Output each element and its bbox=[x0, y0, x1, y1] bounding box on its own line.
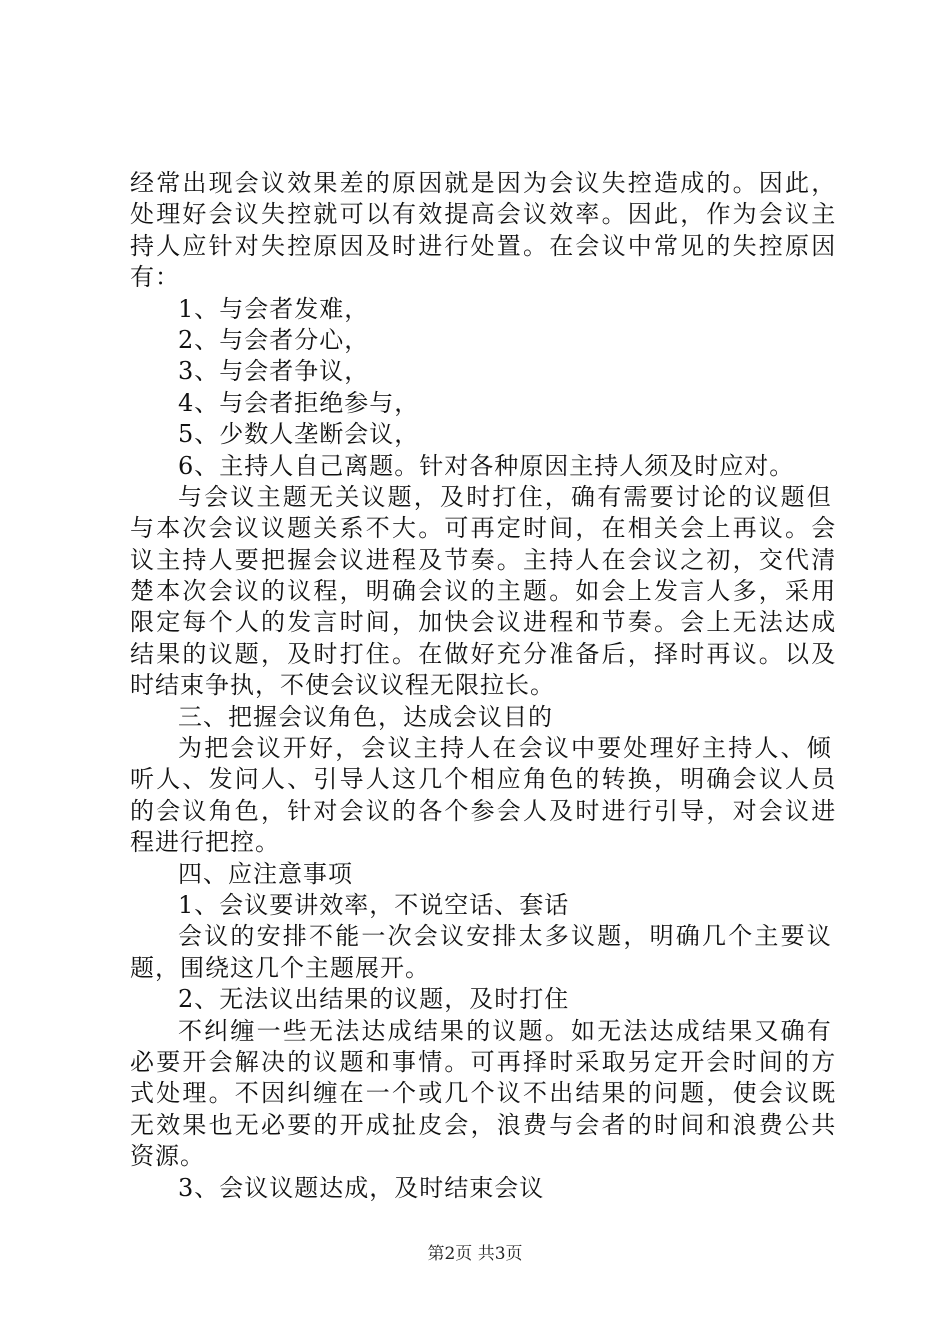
paragraph-line: 持人应针对失控原因及时进行处置。在会议中常见的失控原因 bbox=[130, 231, 838, 260]
section-heading: 四、应注意事项 bbox=[178, 859, 353, 888]
paragraph-line: 限定每个人的发言时间，加快会议进程和节奏。会上无法达成 bbox=[130, 608, 838, 637]
subsection-heading: 2、无法议出结果的议题，及时打住 bbox=[178, 985, 570, 1014]
paragraph-line: 时结束争执，不使会议议程无限拉长。 bbox=[130, 671, 555, 700]
paragraph-line: 结果的议题，及时打住。在做好充分准备后，择时再议。以及 bbox=[130, 639, 838, 668]
list-item: 1、与会者发难， bbox=[178, 294, 370, 323]
list-item: 3、与会者争议， bbox=[178, 357, 370, 386]
paragraph-line: 与本次会议议题关系不大。可再定时间，在相关会上再议。会 bbox=[130, 514, 838, 543]
paragraph-line: 议主持人要把握会议进程及节奏。主持人在会议之初，交代清 bbox=[130, 545, 838, 574]
subsection-heading: 3、会议议题达成，及时结束会议 bbox=[178, 1173, 545, 1202]
list-item: 6、主持人自己离题。针对各种原因主持人须及时应对。 bbox=[178, 451, 795, 480]
paragraph-line: 的会议角色，针对会议的各个参会人及时进行引导，对会议进 bbox=[130, 796, 838, 825]
document-body bbox=[130, 168, 838, 1204]
section-heading: 三、把握会议角色，达成会议目的 bbox=[178, 702, 553, 731]
paragraph-line: 程进行把控。 bbox=[130, 828, 280, 857]
list-item: 5、少数人垄断会议， bbox=[178, 420, 420, 449]
paragraph-line: 式处理。不因纠缠在一个或几个议不出结果的问题，使会议既 bbox=[130, 1079, 838, 1108]
paragraph-line: 必要开会解决的议题和事情。可再择时采取另定开会时间的方 bbox=[130, 1047, 838, 1076]
paragraph-line: 不纠缠一些无法达成结果的议题。如无法达成结果又确有 bbox=[178, 1016, 833, 1045]
paragraph-line: 楚本次会议的议程，明确会议的主题。如会上发言人多，采用 bbox=[130, 577, 838, 606]
paragraph-line: 为把会议开好，会议主持人在会议中要处理好主持人、倾 bbox=[178, 734, 833, 763]
paragraph-line: 有： bbox=[130, 263, 180, 292]
paragraph-line: 与会议主题无关议题，及时打住，确有需要讨论的议题但 bbox=[178, 482, 833, 511]
paragraph-line: 处理好会议失控就可以有效提高会议效率。因此，作为会议主 bbox=[130, 200, 838, 229]
list-item: 2、与会者分心， bbox=[178, 325, 370, 354]
subsection-heading: 1、会议要讲效率，不说空话、套话 bbox=[178, 890, 570, 919]
paragraph-line: 题，围绕这几个主题展开。 bbox=[130, 953, 430, 982]
paragraph-line: 听人、发问人、引导人这几个相应角色的转换，明确会议人员 bbox=[130, 765, 838, 794]
paragraph-line: 会议的安排不能一次会议安排太多议题，明确几个主要议 bbox=[178, 922, 833, 951]
paragraph-line: 资源。 bbox=[130, 1142, 205, 1171]
list-item: 4、与会者拒绝参与， bbox=[178, 388, 420, 417]
paragraph-line: 无效果也无必要的开成扯皮会，浪费与会者的时间和浪费公共 bbox=[130, 1110, 838, 1139]
page-number-footer: 第2页 共3页 bbox=[427, 1244, 523, 1264]
paragraph-line: 经常出现会议效果差的原因就是因为会议失控造成的。因此， bbox=[130, 169, 838, 197]
